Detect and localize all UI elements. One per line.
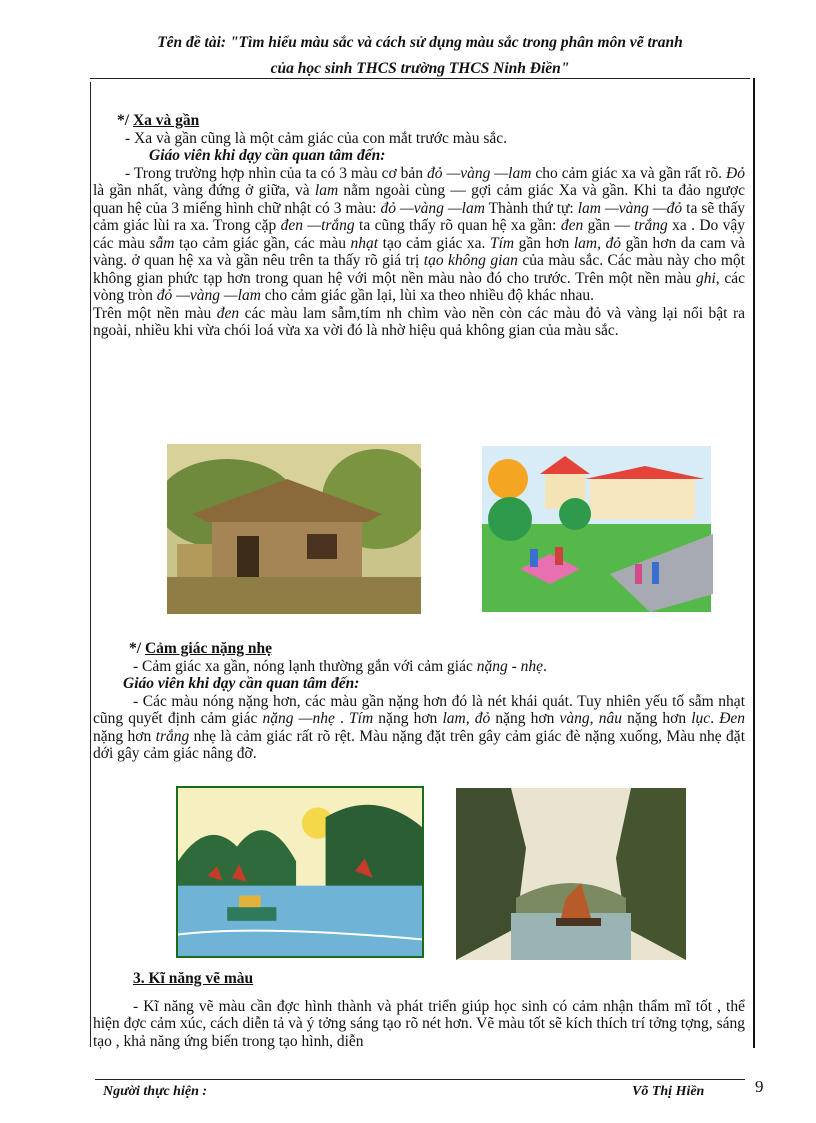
section1-p1: - Xa và gần cũng là một cảm giác của con mắt trước màu sắc. — [125, 129, 507, 147]
page-frame-right — [753, 78, 755, 1048]
painting-cliff-junk-image — [456, 788, 686, 960]
painting-house-image — [167, 444, 421, 614]
section3-content — [93, 970, 745, 1050]
section1-subheading: Giáo viên khi dạy cần quan tâm đến: — [149, 147, 386, 164]
section2-p2: - Các màu nóng nặng hơn, các màu gần nặng hơn đó là nét khái quát. Tuy nhiên yếu tố sẫm nhạt cũng quyết định cảm giác nặng —nhẹ . Tím nặng hơn lam, đỏ nặng hơn vàng, nâu nặng hơn lục. Đen nặng hơn trắng nhẹ là cảm giác rất rõ rệt. Màu nặng đặt trên gây cảm giác đè nặng xuống, Màu nhẹ đặt dới gây cảm giác nâng đỡ. — [93, 692, 746, 762]
footer-author-name: Võ Thị Hiền — [632, 1084, 705, 1099]
section1-p2: - Trong trường hợp nhìn của ta có 3 màu cơ bản đỏ —vàng —lam cho cảm giác xa và gần rất rõ. Đỏ là gần nhất, vàng đứng ở giữa, và lam nằm ngoài cùng — gợi cảm giác Xa và gần. Khi ta đảo ngược quan hệ của 3 miếng hình chữ nhật có 3 màu: đỏ —vàng —lam Thành thứ tự: lam —vàng —đỏ ta sẽ thấy cảm giác lùi ra xa. Trong cặp đen —trắng ta cũng thấy rõ quan hệ xa gần: đen gần — trắng xa . Do vậy các màu sẫm tạo cảm giác gần, các màu nhạt tạo cảm giác xa. Tím gần hơn lam, đỏ gần hơn da cam và vàng. ở quan hệ xa và gần nêu trên ta thấy rõ giá trị tạo không gian của màu sắc. Các màu này cho một không gian phức tạp hơn trong quan hệ với một nền màu nào đó cho trước. Trên một nền màu ghi, các vòng tròn đỏ —vàng —lam cho cảm giác gần lại, lùi xa theo nhiều độ khác nhau. — [93, 164, 746, 304]
page-number: 9 — [755, 1077, 764, 1096]
page-frame-left — [90, 82, 91, 1047]
section2-subheading: Giáo viên khi dạy cần quan tâm đến: — [123, 675, 360, 692]
section3-p1: - Kĩ năng vẽ màu cần đợc hình thành và phát triển giúp học sinh có cảm nhận thẩm mĩ tốt , thể hiện đợc cảm xúc, cách diễn tả và ý tởng sáng tạo rõ nét hơn. Vẽ màu tốt sẽ kích thích trí tởng tợng, sáng tạo , khả năng ứng biến trong tạo hình, diễn — [93, 997, 745, 1050]
page-header — [90, 30, 750, 82]
header-rule — [90, 78, 750, 79]
section1-title: Xa và gần — [132, 112, 200, 129]
page-content — [93, 112, 745, 340]
section1-heading: */ Xa và gần — [117, 112, 200, 129]
section2-p1: - Cảm giác xa gần, nóng lạnh thường gắn với cảm giác nặng - nhẹ. — [133, 657, 547, 675]
section2-heading: */ Cảm giác nặng nhẹ — [129, 640, 272, 657]
section1-p3: Trên một nền màu đen các màu lam sẫm,tím nh chìm vào nền còn các màu đỏ và vàng lại nổi bật ra ngoài, nhiều khi vừa chói loá vừa xa vời đó là nhờ hiệu quả không gian của màu sắc. — [93, 304, 745, 339]
footer-author-label: Người thực hiện : — [103, 1084, 208, 1099]
painting-school-image — [480, 444, 713, 614]
section2-content — [93, 640, 745, 763]
header-title-line1: Tên đề tài: "Tìm hiểu màu sắc và cách sử dụng màu sắc trong phân môn vẽ tranh — [157, 34, 683, 51]
painting-bay-boats-image — [176, 786, 424, 958]
section3-title: 3. Kĩ năng vẽ màu — [133, 970, 254, 987]
footer-rule — [95, 1079, 745, 1080]
header-title-line2: của học sinh THCS trường THCS Ninh Điền" — [270, 60, 570, 77]
section3-heading — [93, 970, 745, 988]
section2-title: Cảm giác nặng nhẹ — [144, 640, 272, 657]
